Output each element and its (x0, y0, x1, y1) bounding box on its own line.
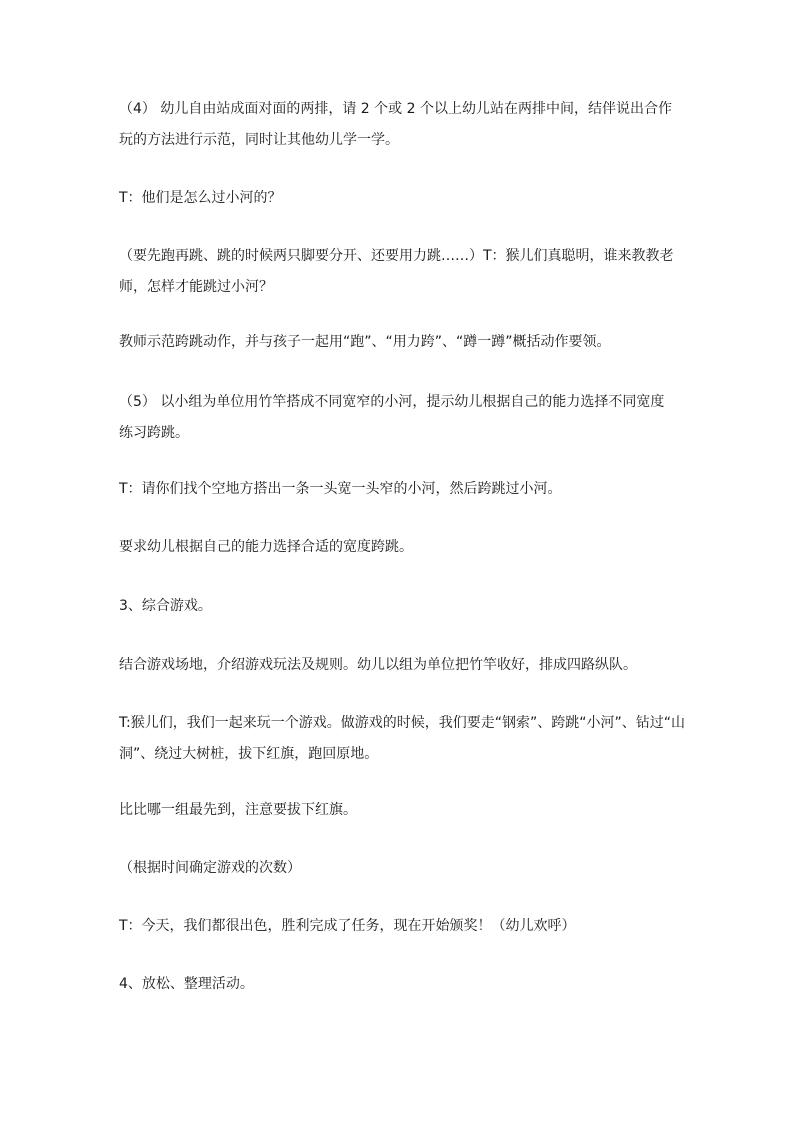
text-line: 教师示范跨跳动作，并与孩子一起用“跑”、“用力跨”、“蹲一蹲”概括动作要领。 (119, 334, 611, 350)
text-line: 要求幼儿根据自己的能力选择合适的宽度跨跳。 (119, 539, 413, 555)
text-line: 洞”、绕过大树桩，拔下红旗，跑回原地。 (119, 746, 379, 762)
paragraph-award (119, 911, 679, 942)
paragraph-game-intro (119, 650, 679, 681)
text-line: T：他们是怎么过小河的？ (119, 190, 282, 206)
paragraph-demo (119, 327, 679, 358)
text-line: （根据时间确定游戏的次数） (119, 860, 301, 876)
paragraph-competition (119, 795, 679, 826)
text-line: （5） 以小组为单位用竹竿搭成不同宽窄的小河，提示幼儿根据自己的能力选择不同宽度 (119, 394, 665, 410)
text-line: T:猴儿们，我们一起来玩一个游戏。做游戏的时候，我们要走“钢索”、跨跳“小河”、钻过“山 (119, 715, 685, 731)
text-line: （要先跑再跳、跳的时候两只脚要分开、还要用力跳……）T：猴儿们真聪明，谁来教教老 (119, 248, 674, 264)
text-line: 比比哪一组最先到，注意要拔下红旗。 (119, 802, 357, 818)
paragraph-teacher-instruction (119, 474, 679, 505)
text-line: 玩的方法进行示范，同时让其他幼儿学一学。 (119, 132, 399, 148)
paragraph-note (119, 853, 679, 884)
text-line: 结合游戏场地，介绍游戏玩法及规则。幼儿以组为单位把竹竿收好，排成四路纵队。 (119, 657, 637, 673)
section-heading-3 (119, 591, 679, 622)
text-line: 4、放松、整理活动。 (119, 976, 254, 992)
paragraph-step-5 (119, 387, 679, 449)
text-line: 练习跨跳。 (119, 425, 189, 441)
text-line: T：请你们找个空地方搭出一条一头宽一头窄的小河，然后跨跳过小河。 (119, 481, 562, 497)
paragraph-answer (119, 241, 679, 303)
text-line: （4） 幼儿自由站成面对面的两排，请 2 个或 2 个以上幼儿站在两排中间，结伴说出合作 (119, 101, 672, 117)
text-line: 3、综合游戏。 (119, 598, 212, 614)
paragraph-requirement (119, 532, 679, 563)
section-heading-4 (119, 969, 679, 1000)
text-line: 师，怎样才能跳过小河？ (119, 279, 273, 295)
paragraph-game-rules (119, 708, 685, 770)
paragraph-step-4 (119, 94, 679, 156)
text-line: T：今天，我们都很出色，胜利完成了任务，现在开始颁奖！（幼儿欢呼） (119, 918, 576, 934)
paragraph-teacher-question (119, 183, 679, 214)
